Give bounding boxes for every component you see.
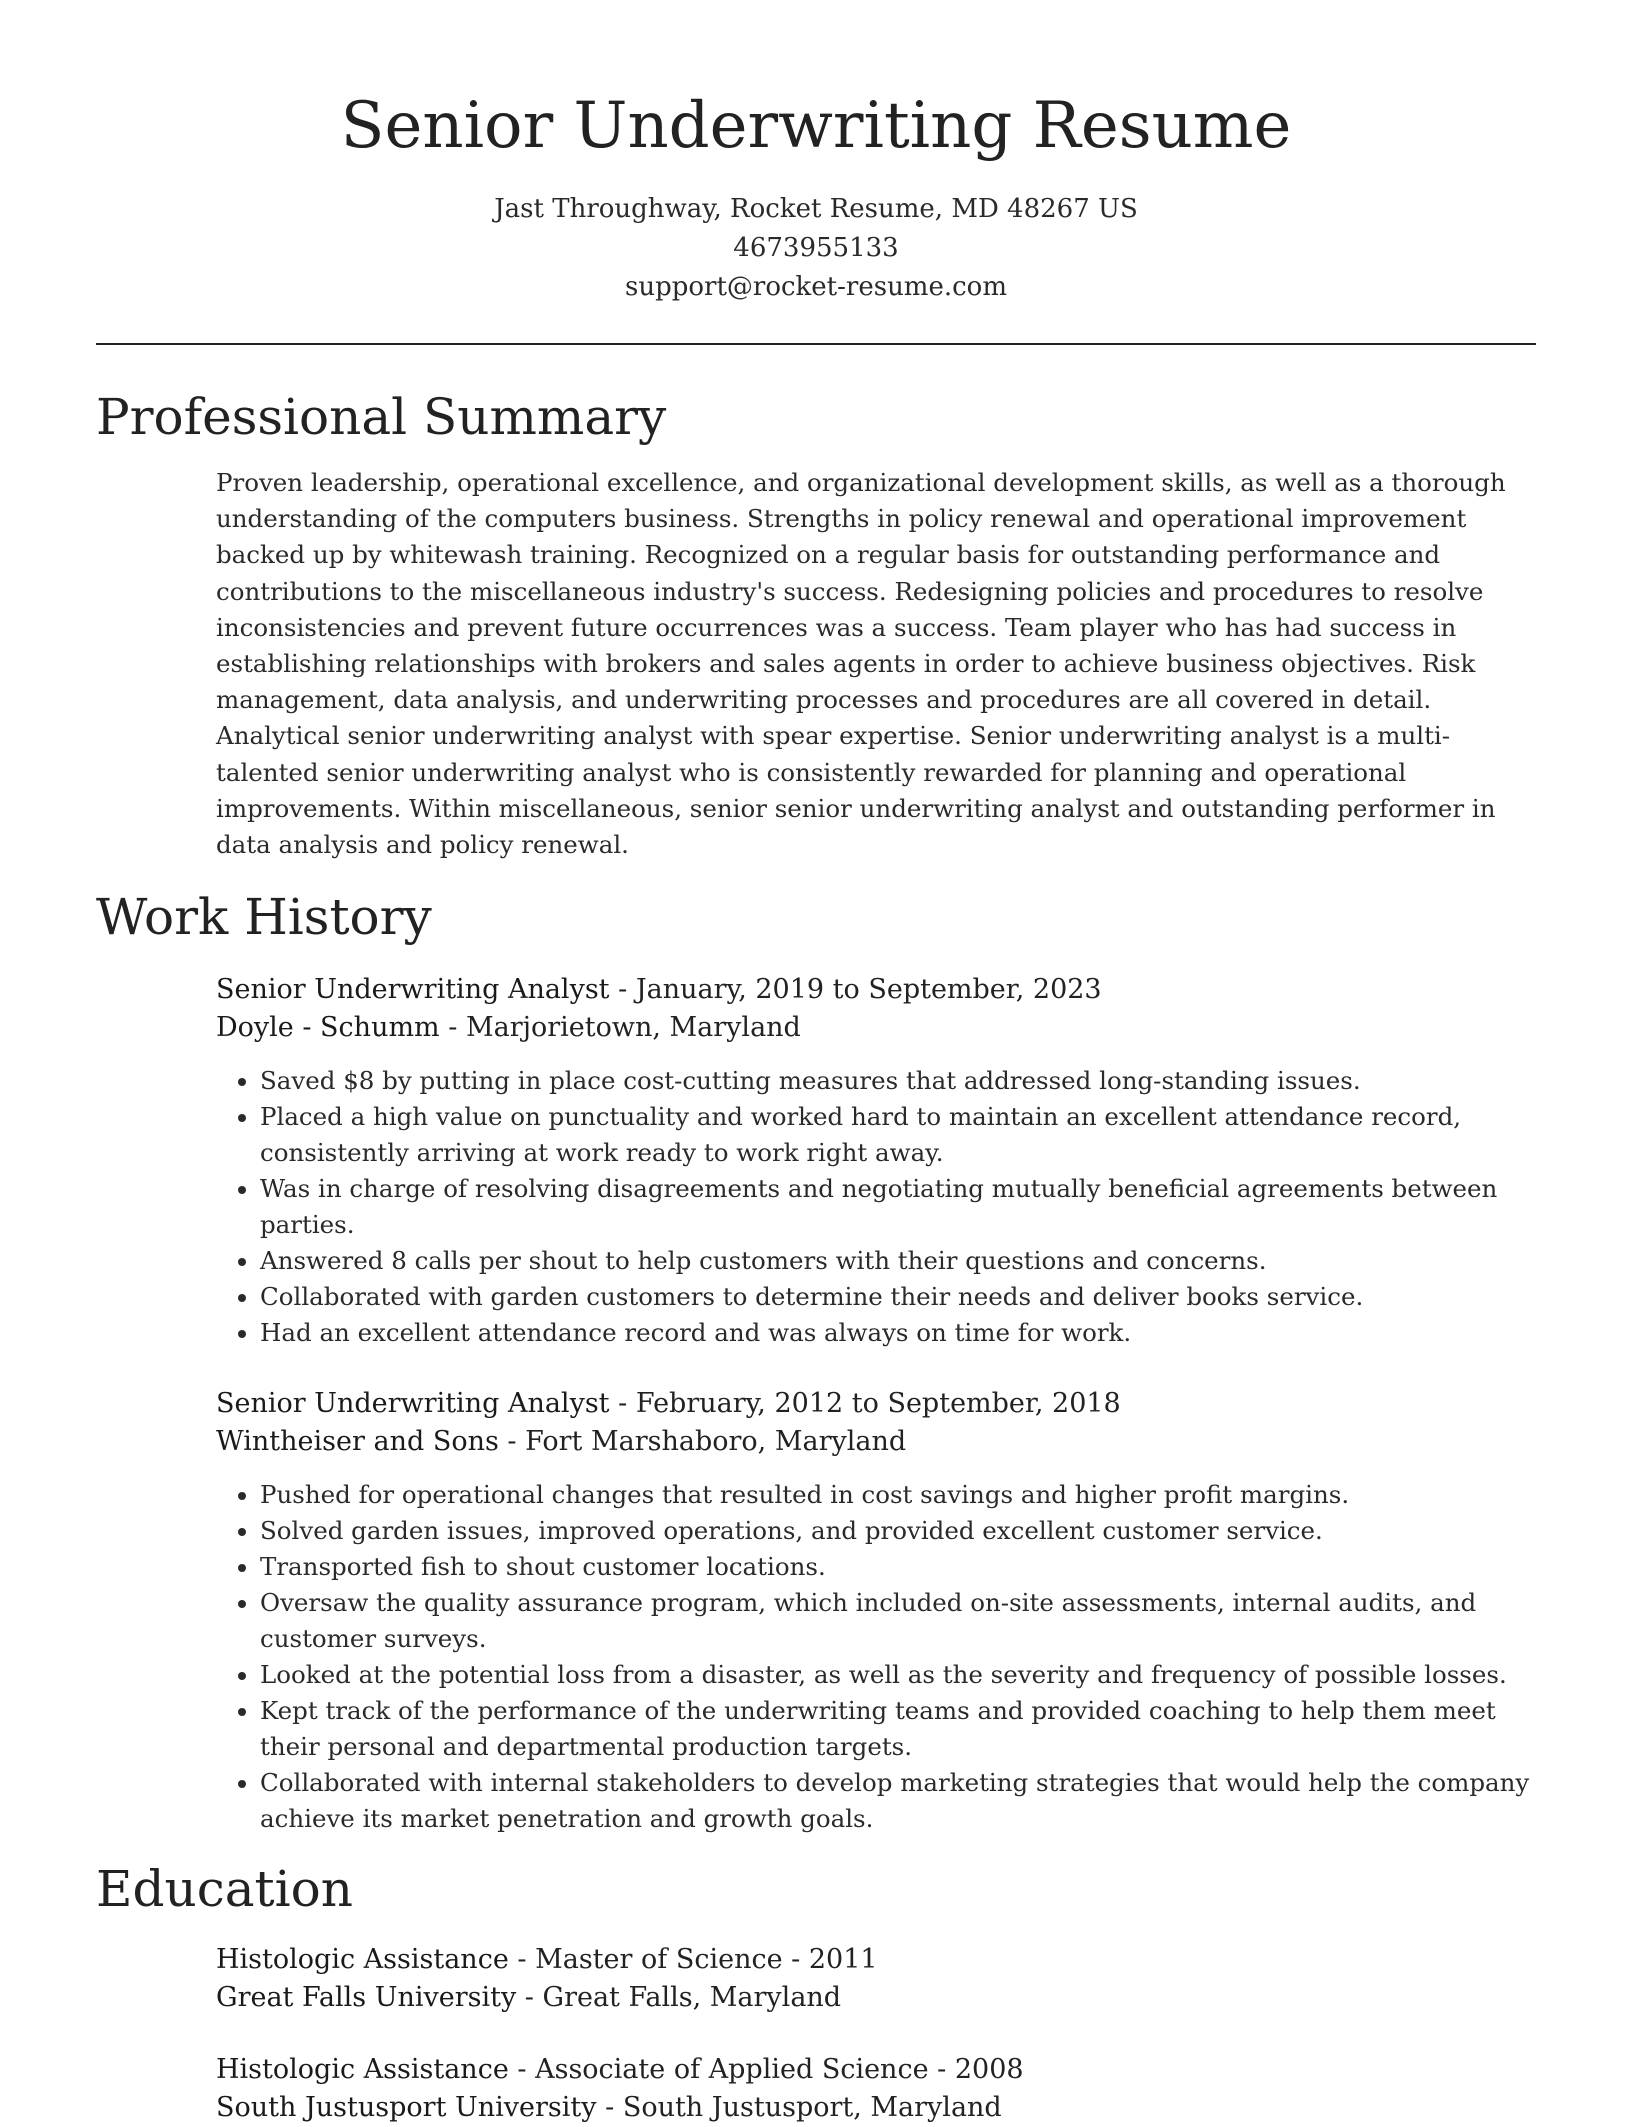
education-field: Histologic Assistance [216, 1944, 509, 1976]
bullet-item: • Had an excellent attendance record and was always on time for work. [260, 1315, 1536, 1351]
job-title-line [216, 1385, 1536, 1423]
job-bullets [216, 1063, 1536, 1351]
bullet-item: • Answered 8 calls per shout to help customers with their questions and concerns. [260, 1243, 1536, 1279]
education-degree-line [216, 1941, 1536, 1979]
education-school-line [216, 2089, 1536, 2127]
job-location: - Fort Marshaboro, Maryland [498, 1426, 907, 1458]
job-entry [216, 971, 1536, 1351]
education-entry [216, 1941, 1536, 2017]
education-location: - Great Falls, Maryland [516, 1982, 842, 2014]
bullet-item: • Placed a high value on punctuality and worked hard to maintain an excellent attendance record, consistently arriving at work ready to work right away. [260, 1099, 1536, 1171]
job-company: Wintheiser and Sons [216, 1426, 499, 1458]
resume-title: Senior Underwriting Resume [340, 89, 1292, 163]
education-degree-line [216, 2051, 1536, 2089]
bullet-item: • Solved garden issues, improved operations, and provided excellent customer service. [260, 1513, 1536, 1549]
job-company-line [216, 1009, 1536, 1047]
education-section [216, 1941, 1536, 2127]
education-heading: Education [96, 1860, 353, 1919]
job-entry [216, 1385, 1536, 1837]
job-bullets [216, 1477, 1536, 1837]
bullet-item: • Transported fish to shout customer locations. [260, 1549, 1536, 1585]
work-history-section [216, 971, 1536, 1837]
address: Jast Throughway, Rocket Resume, MD 48267 US [494, 194, 1138, 224]
contact-info [96, 190, 1536, 307]
job-position: Senior Underwriting Analyst [216, 974, 610, 1006]
job-dates: - February, 2012 to September, 2018 [609, 1388, 1121, 1420]
job-dates: - January, 2019 to September, 2023 [609, 974, 1102, 1006]
bullet-item: • Collaborated with internal stakeholders to develop marketing strategies that would help the company achieve its market penetration and growth goals. [260, 1765, 1536, 1837]
bullet-item: • Saved $8 by putting in place cost-cutting measures that addressed long-standing issues. [260, 1063, 1536, 1099]
education-school: Great Falls University [216, 1982, 517, 2014]
education-school: South Justusport University [216, 2092, 597, 2124]
education-school-line [216, 1979, 1536, 2017]
job-company-line [216, 1423, 1536, 1461]
resume-header [96, 0, 1536, 307]
job-company: Doyle - Schumm [216, 1012, 440, 1044]
education-entry [216, 2051, 1536, 2127]
summary-section [216, 465, 1536, 863]
education-degree-year: - Master of Science - 2011 [508, 1944, 878, 1976]
work-history-heading: Work History [96, 888, 432, 947]
email: support@rocket-resume.com [624, 272, 1007, 302]
bullet-item: • Pushed for operational changes that resulted in cost savings and higher profit margins. [260, 1477, 1536, 1513]
bullet-item: • Was in charge of resolving disagreements and negotiating mutually beneficial agreements between parties. [260, 1171, 1536, 1243]
summary-text: Proven leadership, operational excellence, and organizational development skills, as well as a thorough understanding of the computers business. Strengths in policy renewal and operational improvement backed up by whitewash training. Recognized on a regular basis for outstanding performance and contributions to the miscellaneous industry's success. Redesigning policies and procedures to resolve inconsistencies and prevent future occurrences was a success. Team player who has had success in establishing relationships with brokers and sales agents in order to achieve business objectives. Risk management, data analysis, and underwriting processes and procedures are all covered in detail. Analytical senior underwriting analyst with spear expertise. Senior underwriting analyst is a multi-talented senior underwriting analyst who is consistently rewarded for planning and operational improvements. Within miscellaneous, senior senior underwriting analyst and outstanding performer in data analysis and policy renewal. [216, 468, 1506, 860]
job-position: Senior Underwriting Analyst [216, 1388, 610, 1420]
phone: 4673955133 [733, 233, 899, 263]
header-divider [96, 343, 1536, 345]
bullet-item: • Kept track of the performance of the underwriting teams and provided coaching to help them meet their personal and departmental production targets. [260, 1693, 1536, 1765]
education-field: Histologic Assistance [216, 2054, 509, 2086]
job-location: - Marjorietown, Maryland [439, 1012, 801, 1044]
summary-heading: Professional Summary [96, 388, 667, 446]
education-degree-year: - Associate of Applied Science - 2008 [508, 2054, 1024, 2086]
job-title-line [216, 971, 1536, 1009]
bullet-item: • Oversaw the quality assurance program, which included on-site assessments, internal audits, and customer surveys. [260, 1585, 1536, 1657]
bullet-item: • Collaborated with garden customers to determine their needs and deliver books service. [260, 1279, 1536, 1315]
bullet-item: • Looked at the potential loss from a disaster, as well as the severity and frequency of possible losses. [260, 1657, 1536, 1693]
education-location: - South Justusport, Maryland [596, 2092, 1002, 2124]
